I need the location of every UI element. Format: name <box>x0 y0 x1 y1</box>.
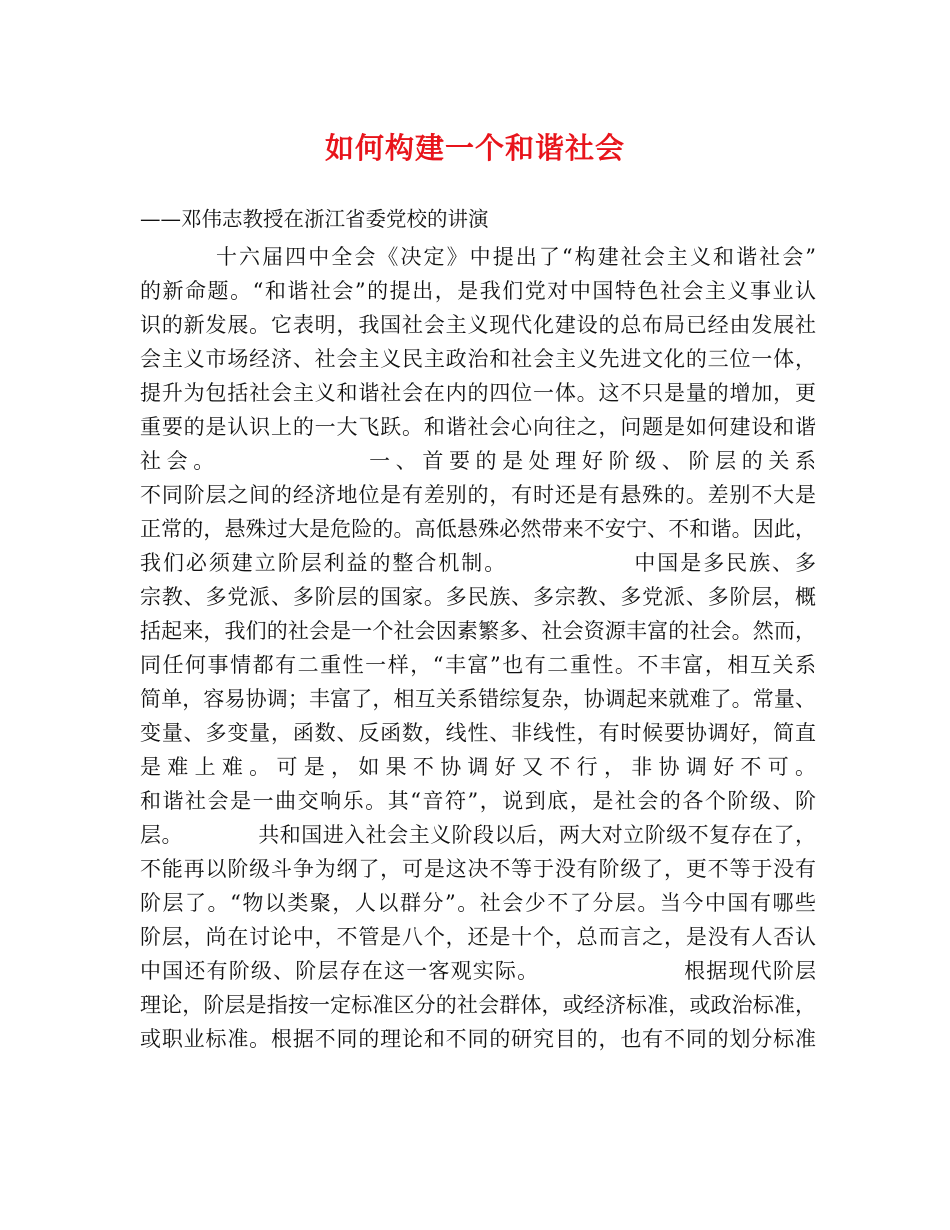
text-line: 和谐社会是一曲交响乐。其“音符”，说到底，是社会的各个阶级、阶 <box>140 789 816 813</box>
text-line: 宗教、多党派、多阶层的国家。多民族、多宗教、多党派、多阶层，概 <box>140 585 816 609</box>
text-line: 我们必须建立阶层利益的整合机制。 中国是多民族、多 <box>140 551 816 575</box>
document-title: 如何构建一个和谐社会 <box>324 131 625 165</box>
text-line: 阶层了。“物以类聚，人以群分”。社会少不了分层。当今中国有哪些 <box>140 891 816 915</box>
document-subtitle: ——邓伟志教授在浙江省委党校的讲演 <box>140 207 489 231</box>
text-line: 社会。 一、首要的是处理好阶级、阶层的关系 <box>140 449 816 473</box>
text-line: 十六届四中全会《决定》中提出了“构建社会主义和谐社会” <box>216 245 816 269</box>
text-line: 提升为包括社会主义和谐社会在内的四位一体。这不只是量的增加，更 <box>140 381 816 405</box>
text-line: 是难上难。可是，如果不协调好又不行，非协调好不可。 <box>140 755 816 779</box>
text-line: 正常的，悬殊过大是危险的。高低悬殊必然带来不安宁、不和谐。因此， <box>140 517 816 541</box>
text-line: 会主义市场经济、社会主义民主政治和社会主义先进文化的三位一体， <box>140 347 816 371</box>
text-line: 简单，容易协调；丰富了，相互关系错综复杂，协调起来就难了。常量、 <box>140 687 816 711</box>
body-text <box>140 240 816 1056</box>
text-line: 不能再以阶级斗争为纲了，可是这决不等于没有阶级了，更不等于没有 <box>140 857 816 881</box>
text-line: 同任何事情都有二重性一样，“丰富”也有二重性。不丰富，相互关系 <box>140 653 816 677</box>
text-line: 层。 共和国进入社会主义阶段以后，两大对立阶级不复存在了， <box>140 823 816 847</box>
text-line: 理论，阶层是指按一定标准区分的社会群体，或经济标准，或政治标准， <box>140 993 816 1017</box>
text-line: 括起来，我们的社会是一个社会因素繁多、社会资源丰富的社会。然而， <box>140 619 816 643</box>
text-line: 不同阶层之间的经济地位是有差别的，有时还是有悬殊的。差别不大是 <box>140 483 816 507</box>
text-line: 变量、多变量，函数、反函数，线性、非线性，有时候要协调好，简直 <box>140 721 816 745</box>
text-line: 阶层，尚在讨论中，不管是八个，还是十个，总而言之，是没有人否认 <box>140 925 816 949</box>
text-line: 或职业标准。根据不同的理论和不同的研究目的，也有不同的划分标准 <box>140 1027 816 1051</box>
text-line: 重要的是认识上的一大飞跃。和谐社会心向往之，问题是如何建设和谐 <box>140 415 816 439</box>
text-line: 识的新发展。它表明，我国社会主义现代化建设的总布局已经由发展社 <box>140 313 816 337</box>
text-line: 中国还有阶级、阶层存在这一客观实际。 根据现代阶层 <box>140 959 816 983</box>
text-line: 的新命题。“和谐社会”的提出，是我们党对中国特色社会主义事业认 <box>140 279 816 303</box>
